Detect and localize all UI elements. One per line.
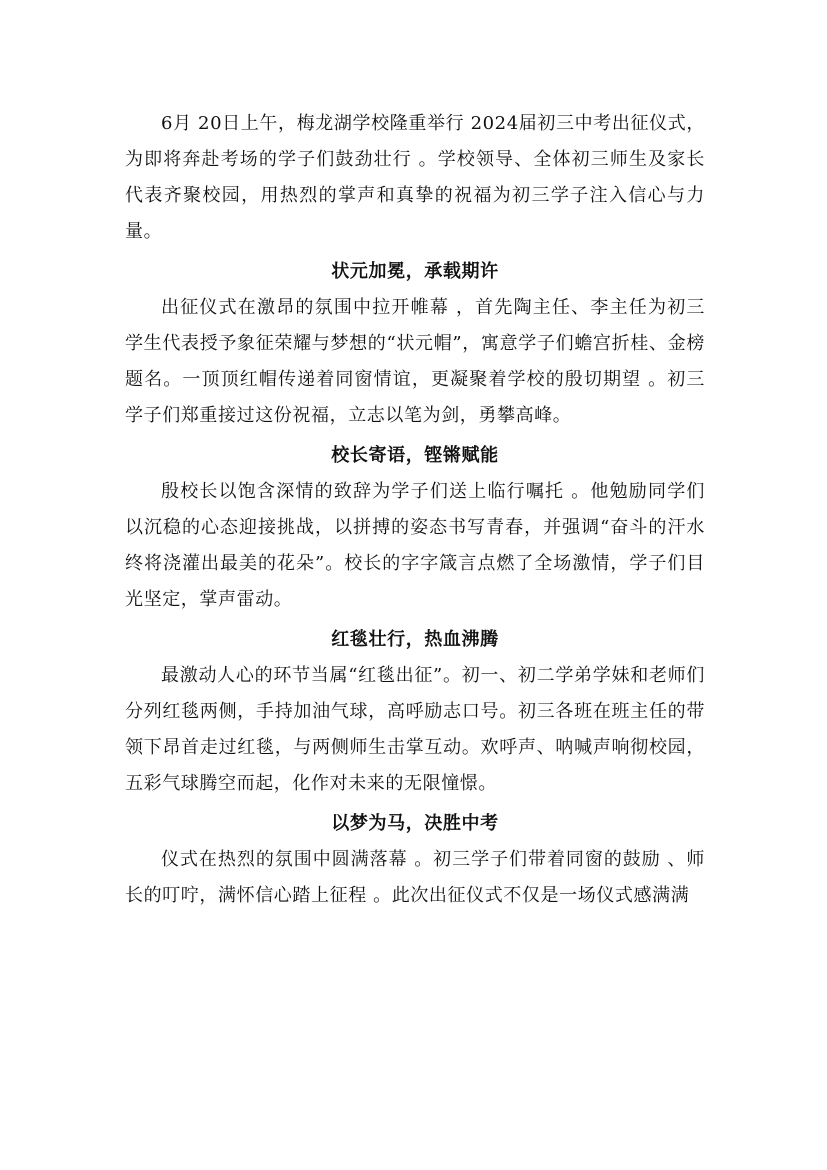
section-heading: 状元加冕，承载期许 (331, 261, 499, 282)
section-heading: 校长寄语，铿锵赋能 (331, 445, 499, 466)
section-paragraph: 仪式在热烈的氛围中圆满落幕 。初三学子们带着同窗的鼓励 、师长的叮咛，满怀信心踏上征程 。此次出征仪式不仅是一场仪式感满满 (125, 849, 705, 906)
intro-paragraph: 6月 20日上午，梅龙湖学校隆重举行 2024届初三中考出征仪式，为即将奔赴考场的学子们鼓劲壮行 。学校领导、全体初三师生及家长代表齐聚校园，用热烈的掌声和真挚的祝福为初三学子注入信心与力量。 (125, 113, 705, 242)
section-1 (125, 254, 705, 434)
section-paragraph: 殷校长以饱含深情的致辞为学子们送上临行嘱托 。他勉励同学们以沉稳的心态迎接挑战，以拼搏的姿态书写青春，并强调“奋斗的汗水终将浇灌出最美的花朵”。校长的字字箴言点燃了全场激情，学子们目光坚定，掌声雷动。 (125, 481, 705, 610)
section-paragraph: 出征仪式在激昂的氛围中拉开帷幕 ，首先陶主任、李主任为初三学生代表授予象征荣耀与梦想的“状元帽”，寓意学子们蟾宫折桂、金榜题名。一顶顶红帽传递着同窗情谊，更凝聚着学校的殷切期望 。初三学子们郑重接过这份祝福，立志以笔为剑，勇攀高峰。 (125, 297, 705, 426)
section-4 (125, 806, 705, 914)
section-3 (125, 622, 705, 802)
section-2 (125, 438, 705, 618)
section-heading: 红毯壮行，热血沸腾 (331, 629, 499, 650)
article-body (125, 106, 705, 918)
section-paragraph: 最激动人心的环节当属“红毯出征”。初一、初二学弟学妹和老师们分列红毯两侧，手持加油气球，高呼励志口号。初三各班在班主任的带领下昂首走过红毯，与两侧师生击掌互动。欢呼声、呐喊声响彻校园，五彩气球腾空而起，化作对未来的无限憧憬。 (125, 665, 705, 794)
section-heading: 以梦为马，决胜中考 (331, 813, 499, 834)
